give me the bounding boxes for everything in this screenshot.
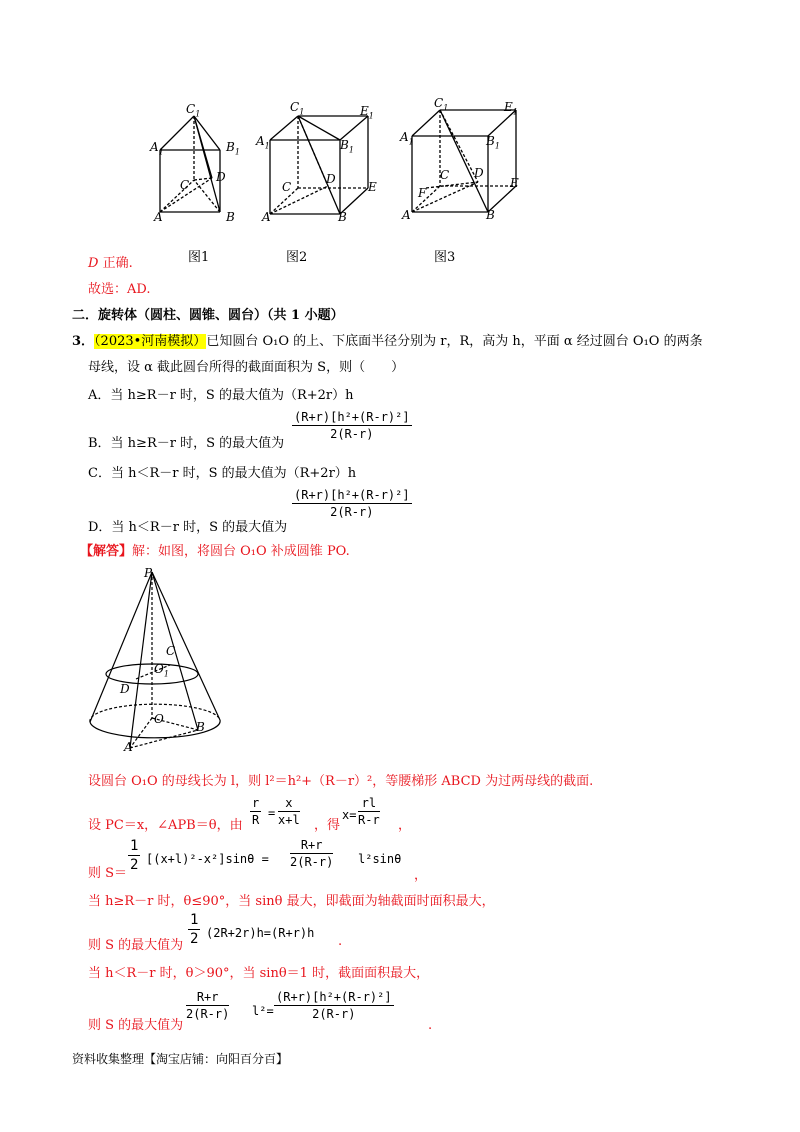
cone-label-C: C (166, 644, 176, 658)
answer-line-2-mid: ，得 (314, 818, 341, 833)
fig3-label-C1: $C_1$ (434, 96, 449, 113)
fig3-label-E1: $E_1$ (504, 100, 518, 117)
final-coefficient-fraction: $\frac{R+r}{2(R-r)}$ (186, 990, 230, 1021)
comma-2: ， (414, 868, 428, 883)
answer-line-7-prefix: 则 S 的最大值为 (88, 1018, 184, 1033)
fig1-label-A: A (154, 210, 163, 224)
answer-line-3-prefix: 则 S＝ (88, 866, 128, 881)
option-b: B．当 h≥R－r 时，S 的最大值为 (88, 436, 285, 451)
fig1-label-B1: $B_1$ (226, 140, 240, 157)
prev-d-correct: D 正确. (88, 256, 133, 271)
question-3-stem-2: 母线，设 α 截此圆台所得的截面面积为 S，则（ ） (88, 360, 405, 375)
equals-1: = (268, 806, 276, 820)
fig1-label-A1: $A_1$ (150, 140, 164, 157)
cone-label-O: O (154, 712, 164, 726)
half-fraction-2: $\frac{1}{2}$ (190, 912, 199, 947)
option-a: A．当 h≥R－r 时，S 的最大值为（R+2r）h (88, 388, 354, 403)
s-expression: [(x+l)²-x²]sinθ = (146, 852, 269, 866)
answer-line-5-prefix: 则 S 的最大值为 (88, 938, 184, 953)
footer-note: 资料收集整理【淘宝店铺：向阳百分百】 (72, 1052, 289, 1066)
period-1: . (338, 934, 343, 949)
period-2: . (428, 1018, 433, 1033)
fig2-label-E: E (368, 180, 377, 194)
fig2-caption: 图2 (286, 250, 308, 265)
fig1-label-B: B (226, 210, 235, 224)
fig2-label-B1: $B_1$ (340, 138, 354, 155)
answer-line-1: 设圆台 O₁O 的母线长为 l，则 l²＝h²+（R－r）²，等腰梯形 ABCD 为过两母线的截面. (88, 774, 594, 789)
question-source: （2023•河南模拟） (94, 334, 207, 349)
figure-3-cube (412, 110, 516, 212)
fig1-label-C: C (180, 178, 190, 192)
fig3-caption: 图3 (434, 250, 456, 265)
comma-1: ， (398, 818, 412, 833)
option-b-fraction: $\frac{\text{(R+r)[h²+(R-r)²]}}{2(R-r)}$ (294, 410, 410, 441)
final-result-fraction: $\frac{\text{(R+r)[h²+(R-r)²]}}{2(R-r)}$ (276, 990, 392, 1021)
cone-label-B: B (196, 720, 205, 734)
fig3-label-C: C (440, 168, 450, 182)
figure-1-prism (160, 116, 220, 212)
fig1-label-D: D (216, 170, 226, 184)
fig1-label-C1: $C_1$ (186, 102, 201, 119)
prev-choice: 故选：AD. (88, 282, 151, 297)
fig3-label-A: A (402, 208, 411, 222)
figure-cubes (140, 96, 540, 266)
option-d-fraction: $\frac{\text{(R+r)[h²+(R-r)²]}}{2(R-r)}$ (294, 488, 410, 519)
s-coefficient-fraction: $\frac{R+r}{2(R-r)}$ (290, 838, 334, 869)
answer-intro: 【解答】解：如图，将圆台 O₁O 补成圆锥 PO. (80, 544, 350, 559)
half-fraction-1: $\frac{1}{2}$ (130, 838, 139, 873)
fig1-caption: 图1 (188, 250, 210, 265)
fig3-label-B1: $B_1$ (486, 134, 500, 151)
x-value-fraction: $\frac{rl}{R-r}$ (358, 796, 380, 827)
fig2-label-C: C (282, 180, 292, 194)
fig3-label-A1: $A_1$ (400, 130, 414, 147)
fig2-label-E1: $E_1$ (360, 104, 374, 121)
cone-label-D: D (120, 682, 130, 696)
ratio-r-over-R: $\frac{r}{R}$ (252, 796, 260, 827)
figure-2-prism (270, 116, 368, 214)
answer-line-6: 当 h＜R－r 时，θ＞90°，当 sinθ＝1 时，截面面积最大， (88, 966, 430, 981)
section-title: 二．旋转体（圆柱、圆锥、圆台）（共 1 小题） (72, 308, 344, 323)
cone-label-P: P (144, 566, 153, 580)
fig2-label-B: B (338, 210, 347, 224)
x-equals: x= (342, 808, 357, 822)
final-mid: l²= (252, 1004, 274, 1018)
fig2-label-A: A (262, 210, 271, 224)
fig2-label-C1: $C_1$ (290, 100, 305, 117)
cone-label-A: A (124, 740, 133, 754)
fig2-label-A1: $A_1$ (256, 134, 270, 151)
answer-line-4: 当 h≥R－r 时，θ≤90°，当 sinθ 最大，即截面为轴截面时面积最大， (88, 894, 495, 909)
cone-label-O1: $O_1$ (154, 662, 169, 679)
s-tail: l²sinθ (358, 852, 402, 866)
fig2-label-D: D (326, 172, 336, 186)
question-3-stem: 3．（2023•河南模拟）已知圆台 O₁O 的上、下底面半径分别为 r，R，高为 h，平面 α 经过圆台 O₁O 的两条 (72, 334, 703, 349)
option-d: D．当 h＜R－r 时，S 的最大值为 (88, 520, 288, 535)
fig3-label-E: E (510, 176, 519, 190)
cone-figure (86, 562, 246, 756)
ratio-x-over-xl: $\frac{x}{x+l}$ (278, 796, 300, 827)
fig3-label-F: F (418, 186, 427, 200)
option-c: C．当 h＜R－r 时，S 的最大值为（R+2r）h (88, 466, 357, 481)
fig3-label-D: D (474, 166, 484, 180)
max-value-expression: (2R+2r)h=(R+r)h (206, 926, 315, 940)
fig3-label-B: B (486, 208, 495, 222)
answer-line-2-prefix: 设 PC＝x，∠APB＝θ，由 (88, 818, 243, 833)
